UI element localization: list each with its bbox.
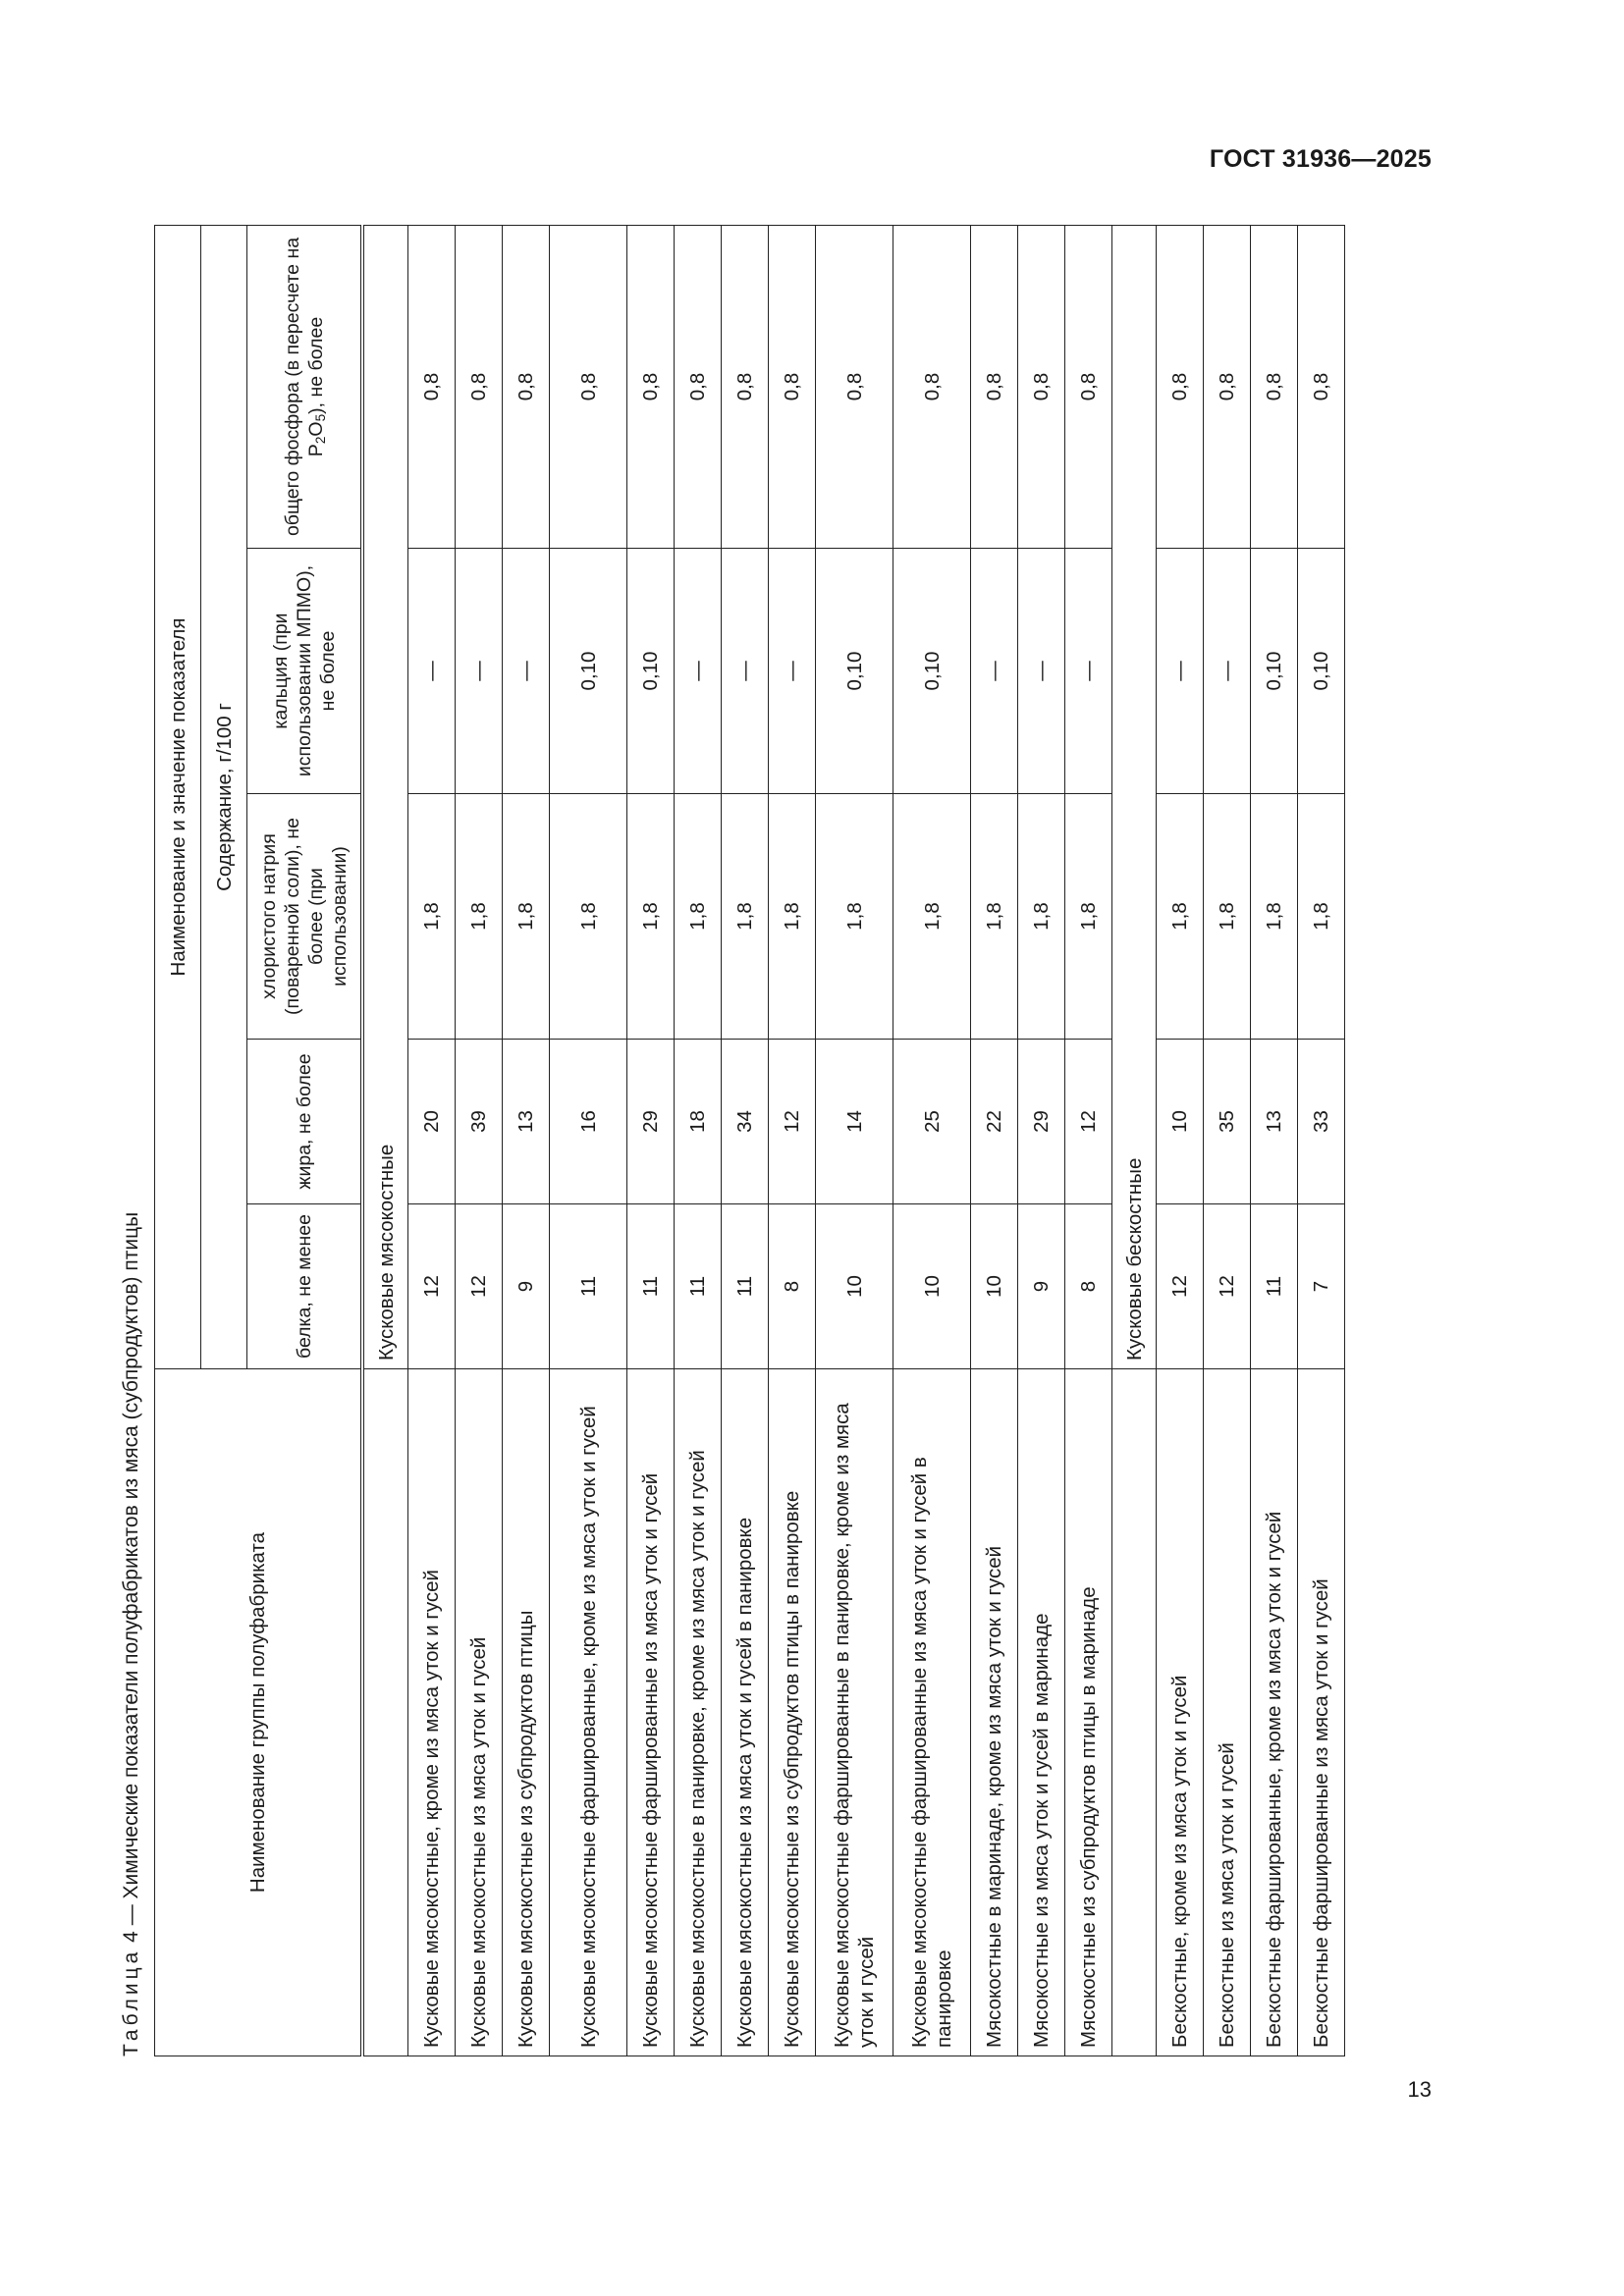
product-name: Кусковые мясокостные фаршированные в панировке, кроме из мяса уток и гусей: [816, 1369, 893, 2056]
page-number: 13: [1407, 2077, 1432, 2102]
salt-value: 1,8: [675, 794, 722, 1040]
protein-value: 11: [1251, 1204, 1298, 1369]
product-name: Мясокостные в маринаде, кроме из мяса уток и гусей: [971, 1369, 1018, 2056]
fat-value: 33: [1298, 1040, 1345, 1204]
salt-value: 1,8: [408, 794, 456, 1040]
calcium-value: —: [503, 549, 550, 794]
product-name: Бескостные из мяса уток и гусей: [1204, 1369, 1251, 2056]
calcium-value: 0,10: [1298, 549, 1345, 794]
salt-value: 1,8: [627, 794, 675, 1040]
caption-text: — Химические показатели полуфабрикатов из мяса (субпродуктов) птицы: [120, 1211, 142, 1926]
fat-value: 29: [627, 1040, 675, 1204]
protein-value: 10: [816, 1204, 893, 1369]
fat-value: 35: [1204, 1040, 1251, 1204]
fat-value: 16: [550, 1040, 627, 1204]
phosphorus-value: 0,8: [1065, 225, 1112, 548]
rotated-table-block: [113, 226, 1389, 2056]
section-title: Кусковые бескостные: [1112, 225, 1157, 1368]
table-row: [550, 225, 627, 2056]
salt-value: 1,8: [1065, 794, 1112, 1040]
phosphorus-value: 0,8: [1204, 225, 1251, 548]
table-row: [456, 225, 503, 2056]
protein-value: 12: [408, 1204, 456, 1369]
phosphorus-value: 0,8: [456, 225, 503, 548]
salt-value: 1,8: [1157, 794, 1204, 1040]
header-content: Содержание, г/100 г: [201, 225, 247, 1368]
fat-value: 39: [456, 1040, 503, 1204]
header-salt: хлористого натрия (поваренной соли), не более (при использовании): [247, 794, 363, 1040]
calcium-value: —: [1157, 549, 1204, 794]
calcium-value: —: [675, 549, 722, 794]
table-row: [1204, 225, 1251, 2056]
table-row: [1065, 225, 1112, 2056]
product-name: Кусковые мясокостные фаршированные, кроме из мяса уток и гусей: [550, 1369, 627, 2056]
salt-value: 1,8: [722, 794, 769, 1040]
salt-value: 1,8: [456, 794, 503, 1040]
fat-value: 18: [675, 1040, 722, 1204]
calcium-value: —: [1204, 549, 1251, 794]
protein-value: 11: [627, 1204, 675, 1369]
table-row: [627, 225, 675, 2056]
caption-number: 4: [120, 1931, 142, 1943]
header-protein: белка, не менее: [247, 1204, 363, 1369]
product-name: Бескостные фаршированные из мяса уток и гусей: [1298, 1369, 1345, 2056]
calcium-value: —: [408, 549, 456, 794]
calcium-value: 0,10: [550, 549, 627, 794]
product-name: Мясокостные из мяса уток и гусей в маринаде: [1018, 1369, 1065, 2056]
phosphorus-value: 0,8: [769, 225, 816, 548]
section-spacer: [1112, 1369, 1157, 2056]
fat-value: 12: [1065, 1040, 1112, 1204]
calcium-value: 0,10: [627, 549, 675, 794]
salt-value: 1,8: [1204, 794, 1251, 1040]
table-row: [722, 225, 769, 2056]
phosphorus-value: 0,8: [893, 225, 971, 548]
calcium-value: —: [971, 549, 1018, 794]
product-name: Кусковые мясокостные фаршированные из мяса уток и гусей: [627, 1369, 675, 2056]
fat-value: 22: [971, 1040, 1018, 1204]
salt-value: 1,8: [1018, 794, 1065, 1040]
protein-value: 8: [1065, 1204, 1112, 1369]
section-title: Кусковые мясокостные: [362, 225, 408, 1368]
phosphorus-value: 0,8: [1157, 225, 1204, 548]
salt-value: 1,8: [893, 794, 971, 1040]
header-calcium: кальция (при использовании МПМО), не более: [247, 549, 363, 794]
table-row: [769, 225, 816, 2056]
product-name: Бескостные, кроме из мяса уток и гусей: [1157, 1369, 1204, 2056]
product-name: Мясокостные из субпродуктов птицы в маринаде: [1065, 1369, 1112, 2056]
phosphorus-value: 0,8: [816, 225, 893, 548]
protein-value: 11: [675, 1204, 722, 1369]
caption-prefix: Таблица: [120, 1948, 142, 2056]
calcium-value: 0,10: [816, 549, 893, 794]
section-row: [362, 225, 408, 2056]
header-fat: жира, не более: [247, 1040, 363, 1204]
salt-value: 1,8: [1298, 794, 1345, 1040]
phosphorus-value: 0,8: [550, 225, 627, 548]
fat-value: 10: [1157, 1040, 1204, 1204]
product-name: Кусковые мясокостные в панировке, кроме из мяса уток и гусей: [675, 1369, 722, 2056]
calcium-value: —: [456, 549, 503, 794]
salt-value: 1,8: [550, 794, 627, 1040]
table-row: [1251, 225, 1298, 2056]
protein-value: 10: [971, 1204, 1018, 1369]
calcium-value: —: [722, 549, 769, 794]
phosphorus-value: 0,8: [408, 225, 456, 548]
table-body: [362, 225, 1345, 2056]
table-row: [1018, 225, 1065, 2056]
fat-value: 14: [816, 1040, 893, 1204]
phosphorus-value: 0,8: [675, 225, 722, 548]
phosphorus-value: 0,8: [627, 225, 675, 548]
chemical-indicators-table: [154, 225, 1345, 2056]
table-row: [971, 225, 1018, 2056]
table-row: [675, 225, 722, 2056]
protein-value: 9: [1018, 1204, 1065, 1369]
calcium-value: 0,10: [893, 549, 971, 794]
protein-value: 12: [1157, 1204, 1204, 1369]
fat-value: 13: [1251, 1040, 1298, 1204]
protein-value: 11: [722, 1204, 769, 1369]
calcium-value: —: [769, 549, 816, 794]
product-name: Кусковые мясокостные из мяса уток и гусей в панировке: [722, 1369, 769, 2056]
protein-value: 10: [893, 1204, 971, 1369]
phosphorus-value: 0,8: [1018, 225, 1065, 548]
protein-value: 12: [456, 1204, 503, 1369]
table-row: [1157, 225, 1204, 2056]
table-caption: [113, 226, 150, 2056]
phosphorus-value: 0,8: [971, 225, 1018, 548]
fat-value: 34: [722, 1040, 769, 1204]
section-row: [1112, 225, 1157, 2056]
phosphorus-value: 0,8: [503, 225, 550, 548]
protein-value: 12: [1204, 1204, 1251, 1369]
product-name: Кусковые мясокостные из мяса уток и гусей: [456, 1369, 503, 2056]
header-indicator: Наименование и значение показателя: [155, 225, 201, 1368]
header-phosphorus: общего фосфора (в пересчете на $P_2O_5$), не более: [247, 225, 363, 548]
table-row: [816, 225, 893, 2056]
salt-value: 1,8: [503, 794, 550, 1040]
standard-header: ГОСТ 31936—2025: [1209, 145, 1432, 173]
product-name: Кусковые мясокостные фаршированные из мяса уток и гусей в панировке: [893, 1369, 971, 2056]
protein-value: 11: [550, 1204, 627, 1369]
section-spacer: [362, 1369, 408, 2056]
table-row: [503, 225, 550, 2056]
phosphorus-value: 0,8: [1298, 225, 1345, 548]
phosphorus-value: 0,8: [1251, 225, 1298, 548]
fat-value: 29: [1018, 1040, 1065, 1204]
fat-value: 20: [408, 1040, 456, 1204]
salt-value: 1,8: [816, 794, 893, 1040]
protein-value: 9: [503, 1204, 550, 1369]
table-row: [1298, 225, 1345, 2056]
salt-value: 1,8: [1251, 794, 1298, 1040]
calcium-value: —: [1065, 549, 1112, 794]
product-name: Кусковые мясокостные, кроме из мяса уток и гусей: [408, 1369, 456, 2056]
table-row: [893, 225, 971, 2056]
salt-value: 1,8: [769, 794, 816, 1040]
header-product-group: Наименование группы полуфабриката: [155, 1369, 363, 2056]
table-row: [408, 225, 456, 2056]
fat-value: 13: [503, 1040, 550, 1204]
fat-value: 25: [893, 1040, 971, 1204]
product-name: Кусковые мясокостные из субпродуктов птицы: [503, 1369, 550, 2056]
protein-value: 7: [1298, 1204, 1345, 1369]
calcium-value: —: [1018, 549, 1065, 794]
product-name: Бескостные фаршированные, кроме из мяса уток и гусей: [1251, 1369, 1298, 2056]
calcium-value: 0,10: [1251, 549, 1298, 794]
phosphorus-value: 0,8: [722, 225, 769, 548]
product-name: Кусковые мясокостные из субпродуктов птицы в панировке: [769, 1369, 816, 2056]
fat-value: 12: [769, 1040, 816, 1204]
salt-value: 1,8: [971, 794, 1018, 1040]
protein-value: 8: [769, 1204, 816, 1369]
